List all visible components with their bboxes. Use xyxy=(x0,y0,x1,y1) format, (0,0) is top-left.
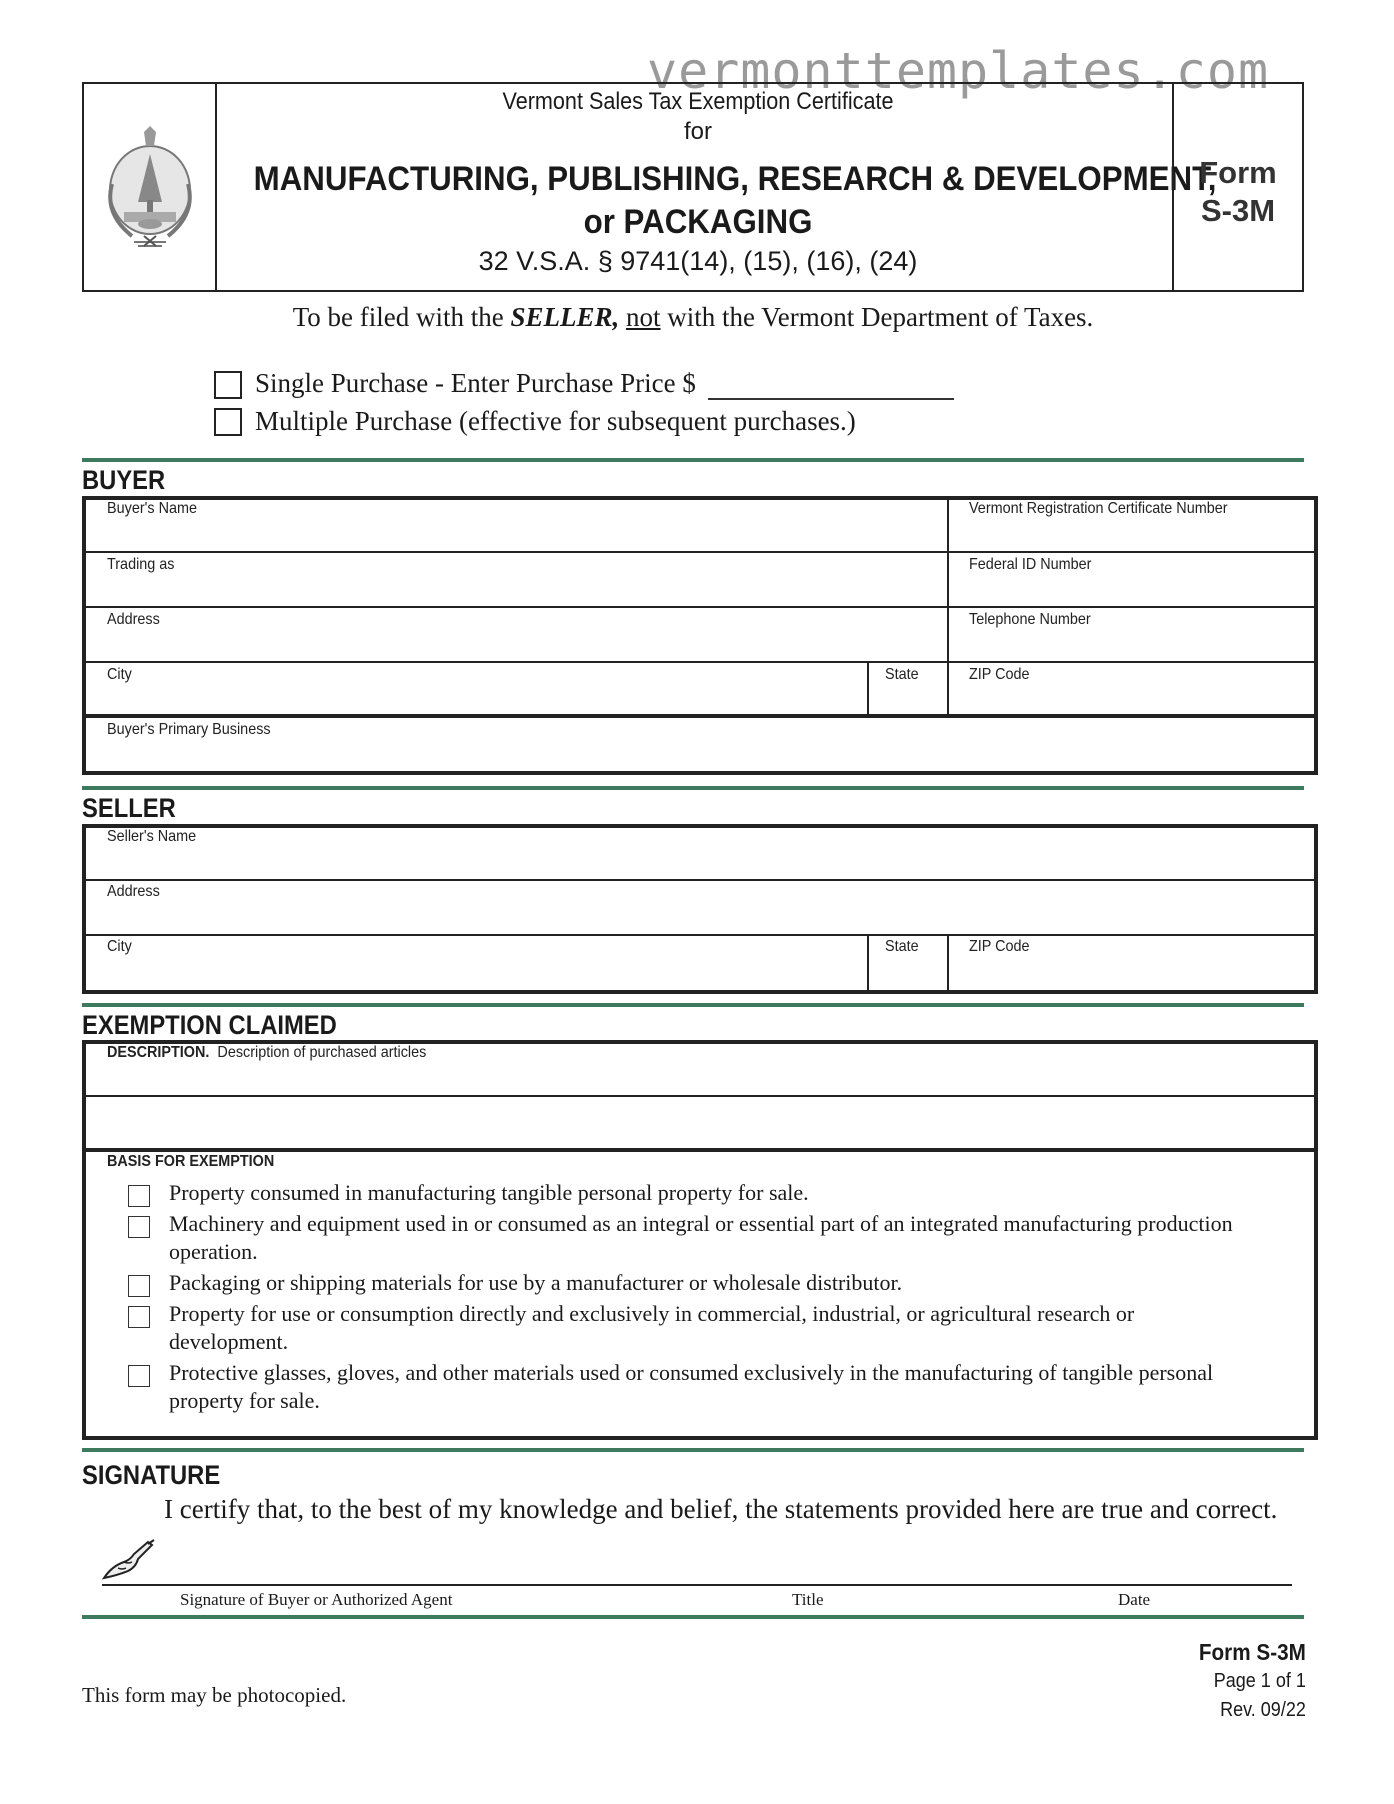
seller-state-label: State xyxy=(885,938,919,955)
basis-item: Protective glasses, gloves, and other materials used or consumed exclusively in the manufacturing of tangible personal xyxy=(169,1360,1214,1385)
footer-page: Page 1 of 1 xyxy=(1213,1670,1306,1692)
basis-checkbox[interactable] xyxy=(128,1306,150,1328)
header-line1: Vermont Sales Tax Exemption Certificate xyxy=(502,88,894,115)
basis-checkbox[interactable] xyxy=(128,1216,150,1238)
section-divider xyxy=(82,1615,1304,1619)
form-header xyxy=(82,82,1304,292)
basis-checkbox[interactable] xyxy=(128,1365,150,1387)
form-id: S-3M xyxy=(1200,193,1276,228)
single-purchase-checkbox[interactable] xyxy=(214,371,242,399)
divider xyxy=(86,661,1314,663)
seller-zip-field[interactable] xyxy=(955,958,1310,986)
description-text: Description of purchased articles xyxy=(217,1044,427,1061)
divider xyxy=(867,663,869,714)
buyer-city-label: City xyxy=(107,666,132,683)
seller-section-title: SELLER xyxy=(82,793,176,823)
federal-id-field[interactable] xyxy=(955,575,1310,603)
basis-item-cont: development. xyxy=(169,1329,289,1354)
vt-registration-label: Vermont Registration Certificate Number xyxy=(969,500,1228,517)
trading-as-label: Trading as xyxy=(107,556,175,573)
seller-address-field[interactable] xyxy=(90,903,1310,931)
divider xyxy=(82,1148,1318,1152)
header-line2: for xyxy=(683,118,712,145)
basis-item: Packaging or shipping materials for use by a manufacturer or wholesale distributor. xyxy=(169,1270,903,1295)
filing-seller: SELLER, xyxy=(510,302,620,332)
signature-line xyxy=(102,1584,1292,1586)
buyer-zip-label: ZIP Code xyxy=(969,666,1030,683)
filing-not: not xyxy=(626,302,661,332)
buyer-state-field[interactable] xyxy=(872,685,944,711)
description-field[interactable] xyxy=(90,1064,1310,1144)
single-purchase-label: Single Purchase - Enter Purchase Price $ xyxy=(255,368,696,398)
basis-checkbox[interactable] xyxy=(128,1275,150,1297)
seller-address-label: Address xyxy=(107,883,160,900)
basis-item: Property for use or consumption directly and exclusively in commercial, industrial, or agricultural research or xyxy=(169,1301,1135,1326)
vermont-state-seal-icon xyxy=(98,124,202,250)
photocopy-note: This form may be photocopied. xyxy=(82,1683,347,1707)
seller-zip-label: ZIP Code xyxy=(969,938,1030,955)
divider xyxy=(867,936,869,990)
divider xyxy=(947,936,949,990)
section-divider xyxy=(82,1448,1304,1452)
description-bold: DESCRIPTION. xyxy=(107,1044,210,1061)
footer-rev: Rev. 09/22 xyxy=(1220,1699,1306,1721)
divider xyxy=(86,606,1314,608)
buyers-name-field[interactable] xyxy=(90,520,942,548)
signature-label: Signature of Buyer or Authorized Agent xyxy=(180,1590,453,1609)
filing-prefix: To be filed with the xyxy=(292,302,511,332)
header-title-cell xyxy=(215,84,1217,290)
title-label: Title xyxy=(792,1590,824,1609)
seller-city-field[interactable] xyxy=(90,958,862,986)
certify-statement: I certify that, to the best of my knowledge and belief, the statements provided here are true and correct. xyxy=(164,1494,1278,1524)
primary-business-label: Buyer's Primary Business xyxy=(107,721,271,738)
date-label: Date xyxy=(1118,1590,1151,1609)
section-divider xyxy=(82,786,1304,790)
signature-section-title: SIGNATURE xyxy=(82,1460,221,1490)
description-label xyxy=(107,1044,426,1062)
trading-as-field[interactable] xyxy=(90,575,942,603)
form-id-cell xyxy=(1172,84,1302,290)
buyer-state-label: State xyxy=(885,666,919,683)
basis-item-cont: property for sale. xyxy=(169,1388,320,1413)
buyer-zip-field[interactable] xyxy=(955,685,1310,711)
buyer-address-field[interactable] xyxy=(90,630,942,658)
divider xyxy=(86,934,1314,936)
basis-item-cont: operation. xyxy=(169,1239,258,1264)
basis-title: BASIS FOR EXEMPTION xyxy=(107,1153,275,1170)
pen-hand-icon xyxy=(98,1538,158,1582)
sellers-name-field[interactable] xyxy=(90,848,1310,876)
multiple-purchase-label: Multiple Purchase (effective for subsequent purchases.) xyxy=(255,406,856,436)
buyer-section-title: BUYER xyxy=(82,465,166,495)
primary-business-field[interactable] xyxy=(90,740,1310,768)
divider xyxy=(947,500,949,714)
section-divider xyxy=(82,458,1304,462)
buyers-name-label: Buyer's Name xyxy=(107,500,197,517)
form-word: Form xyxy=(1199,155,1277,190)
vt-registration-field[interactable] xyxy=(955,520,1310,548)
seller-state-field[interactable] xyxy=(872,958,944,986)
buyer-address-label: Address xyxy=(107,611,160,628)
sellers-name-label: Seller's Name xyxy=(107,828,197,845)
filing-note xyxy=(82,302,1304,333)
telephone-field[interactable] xyxy=(955,630,1310,658)
footer-form-info xyxy=(1187,1638,1306,1725)
header-title: MANUFACTURING, PUBLISHING, RESEARCH & DEVELOPMENT, xyxy=(253,160,1217,198)
basis-item: Property consumed in manufacturing tangible personal property for sale. xyxy=(169,1180,809,1205)
purchase-price-field[interactable] xyxy=(708,398,954,400)
federal-id-label: Federal ID Number xyxy=(969,556,1092,573)
telephone-label: Telephone Number xyxy=(969,611,1091,628)
buyer-city-field[interactable] xyxy=(90,685,862,711)
divider xyxy=(86,551,1314,553)
seller-city-label: City xyxy=(107,938,132,955)
seal-cell xyxy=(84,84,217,290)
exemption-section-title: EXEMPTION CLAIMED xyxy=(82,1010,337,1040)
header-title-2: or PACKAGING xyxy=(583,203,813,241)
watermark: vermonttemplates.com xyxy=(647,42,1270,100)
section-divider xyxy=(82,1003,1304,1007)
statute: 32 V.S.A. § 9741(14), (15), (16), (24) xyxy=(478,246,918,276)
basis-item: Machinery and equipment used in or consumed as an integral or essential part of an integrated manufacturing production xyxy=(169,1211,1233,1236)
basis-checkbox[interactable] xyxy=(128,1185,150,1207)
footer-form: Form S-3M xyxy=(1199,1639,1306,1665)
signature-field[interactable] xyxy=(160,1540,1284,1580)
filing-suffix: with the Vermont Department of Taxes. xyxy=(660,302,1094,332)
divider xyxy=(82,714,1318,718)
divider xyxy=(86,879,1314,881)
multiple-purchase-checkbox[interactable] xyxy=(214,408,242,436)
